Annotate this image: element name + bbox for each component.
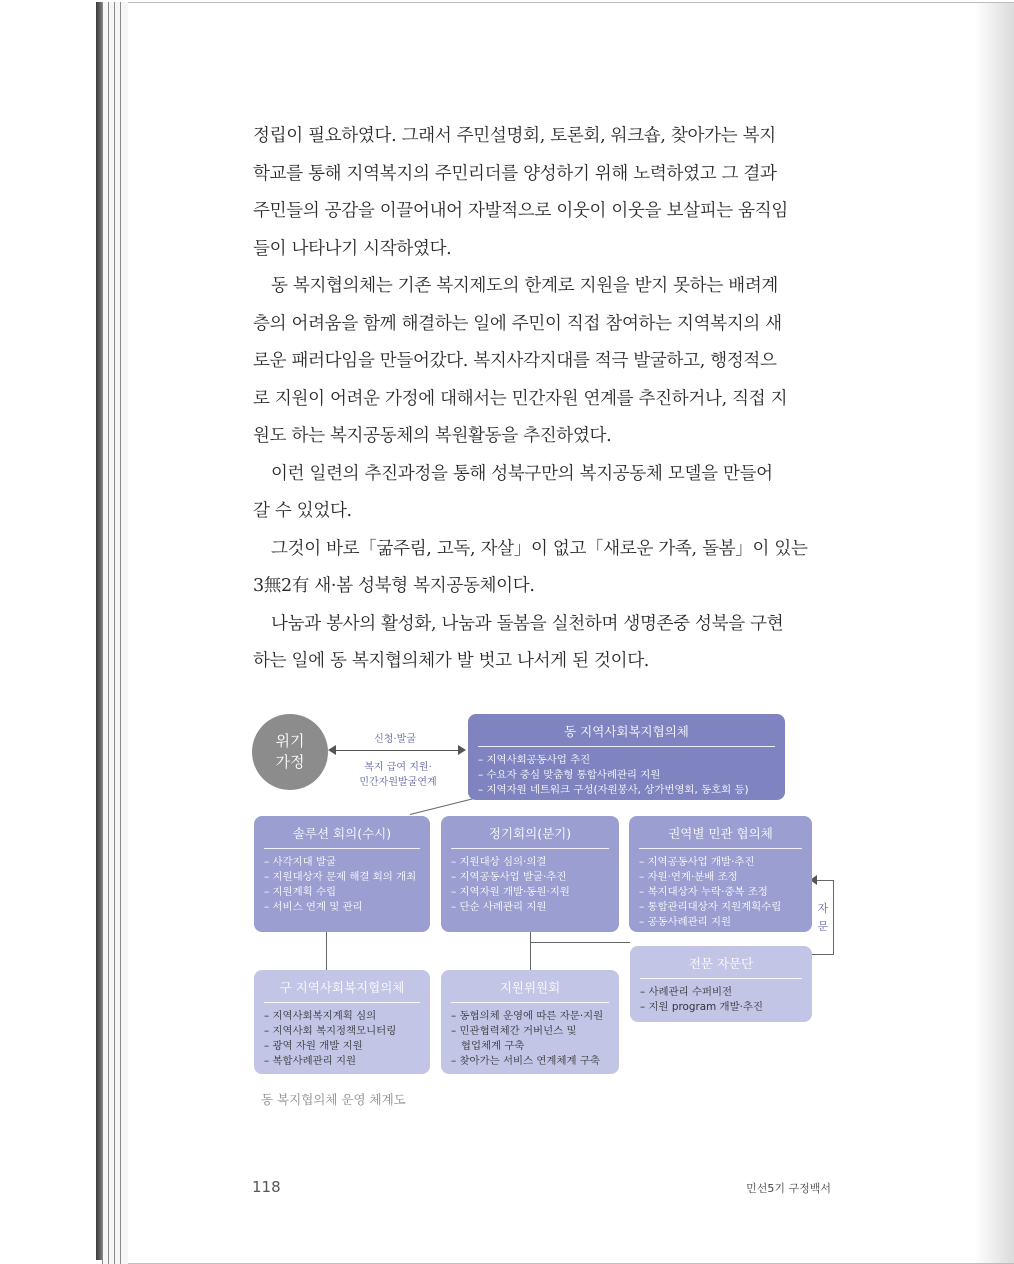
arrow-label-bottom-1: 복지 급여 지원·: [364, 762, 432, 773]
list-item: – 공동사례관리 지원: [639, 916, 732, 928]
list-item: – 자원·연계·분배 조정: [639, 871, 738, 883]
running-footer: 민선5기 구정백서: [746, 1182, 831, 1195]
list-item: – 지역공동사업 발굴·추진: [451, 871, 567, 883]
advise-label: 자 문: [816, 900, 830, 936]
box-title: 솔루션 회의(수시): [264, 816, 420, 849]
body-text: [253, 118, 833, 681]
text-line: 층의 어려움을 함께 해결하는 일에 주민이 직접 참여하는 지역복지의 새: [253, 313, 782, 334]
page-number: 118: [252, 1178, 281, 1196]
list-item: 협업체계 구축: [451, 1040, 525, 1052]
text-line: 로 지원이 어려운 가정에 대해서는 민간자원 연계를 추진하거나, 직접 지: [253, 388, 788, 409]
list-item: – 지원 program 개발·추진: [640, 1001, 763, 1013]
list-item: – 광역 자원 개발 지원: [264, 1040, 363, 1052]
text-line: 주민들의 공감을 이끌어내어 자발적으로 이웃이 이웃을 보살피는 움직임: [253, 201, 788, 221]
box-title: 구 지역사회복지협의체: [264, 970, 420, 1003]
text-line: 정립이 필요하였다. 그래서 주민설명회, 토론회, 워크숍, 찾아가는 복지: [253, 126, 776, 146]
connector-line: [530, 942, 630, 943]
list-item: – 서비스 연계 및 관리: [264, 901, 363, 913]
page-stack: [98, 2, 132, 1264]
connector-line: [530, 932, 531, 972]
list-item: – 단순 사례관리 지원: [451, 901, 547, 913]
list-item: – 사각지대 발굴: [264, 856, 337, 868]
text-line: 하는 일에 동 복지협의체가 발 벗고 나서게 된 것이다.: [253, 651, 650, 671]
list-item: – 지역사회복지계획 심의: [264, 1010, 377, 1022]
list-item: – 지원대상자 문제 해결 회의 개최: [264, 871, 417, 883]
box-title: 권역별 민관 협의체: [639, 816, 802, 849]
regular-meeting-box: [441, 816, 619, 932]
box-title: 전문 자문단: [640, 946, 802, 979]
list-item: – 찾아가는 서비스 연계체계 구축: [451, 1055, 600, 1067]
list-item: – 지역자원 네트워크 구성(자원봉사, 상가번영회, 동호회 등): [478, 784, 749, 796]
connector-line: [326, 932, 327, 972]
text-line: 나눔과 봉사의 활성화, 나눔과 돌봄을 실천하며 생명존중 성북을 구현: [271, 613, 784, 634]
text-line: 원도 하는 복지공동체의 복원활동을 추진하였다.: [253, 426, 612, 446]
figure-caption: 동 복지협의체 운영 체계도: [261, 1092, 406, 1107]
text-line: 들이 나타나기 시작하였다.: [253, 238, 452, 259]
connector-line: [833, 880, 834, 954]
list-item: – 지역사회공동사업 추진: [478, 754, 591, 766]
paragraph-3: [253, 456, 833, 531]
paragraph-4: [253, 531, 833, 606]
arrow-right-icon: [458, 745, 466, 755]
support-committee-box: [441, 970, 619, 1074]
regional-council-box: [629, 816, 812, 932]
text-line: 이런 일련의 추진과정을 통해 성북구만의 복지공동체 모델을 만들어: [271, 463, 773, 484]
list-item: – 통합관리대상자 지원계획수립: [639, 901, 782, 913]
crisis-household-circle: 위기 가정: [252, 714, 328, 790]
list-item: – 지원대상 심의·의결: [451, 856, 547, 868]
list-item: – 사례관리 수퍼비전: [640, 986, 733, 998]
arrow-left-icon: [328, 745, 336, 755]
solution-meeting-box: [254, 816, 430, 932]
list-item: – 복지대상자 누락·중복 조정: [639, 886, 768, 898]
list-item: – 민관협력체간 거버넌스 및: [451, 1025, 577, 1037]
list-item: – 동협의체 운영에 따른 자문·지원: [451, 1010, 604, 1022]
text-line: 그것이 바로「굶주림, 고독, 자살」이 없고「새로운 가족, 돌봄」이 있는: [271, 538, 808, 559]
text-line: 동 복지협의체는 기존 복지제도의 한계로 지원을 받지 못하는 배려계: [271, 276, 779, 296]
connector-line: [812, 954, 834, 955]
text-line: 로운 패러다임을 만들어갔다. 복지사각지대를 적극 발굴하고, 행정적으: [253, 351, 777, 371]
gu-council-box: [254, 970, 430, 1074]
paragraph-2: [253, 268, 833, 456]
paragraph-5: [253, 606, 833, 681]
box-title: 정기회의(분기): [451, 816, 609, 849]
list-item: – 수요자 중심 맞춤형 통합사례관리 지원: [478, 769, 661, 781]
list-item: – 지원계획 수립: [264, 886, 337, 898]
box-title: 동 지역사회복지협의체: [478, 714, 775, 747]
arrow-label-bottom-2: 민간자원발굴연계: [359, 777, 437, 788]
double-arrow: [332, 750, 460, 751]
text-line: 학교를 통해 지역복지의 주민리더를 양성하기 위해 노력하였고 그 결과: [253, 163, 777, 184]
list-item: – 지역공동사업 개발·추진: [639, 856, 755, 868]
arrow-label-top: 신청·발굴: [374, 734, 416, 745]
expert-advisory-box: [630, 946, 812, 1022]
text-line: 갈 수 있었다.: [253, 501, 352, 521]
box-title: 지원위원회: [451, 970, 609, 1003]
list-item: – 지역사회 복지정책모니터링: [264, 1025, 397, 1037]
connector-line: [410, 798, 474, 815]
paragraph-1: [253, 118, 833, 268]
dong-council-box: [468, 714, 785, 800]
list-item: – 지역자원 개발·동원·지원: [451, 886, 570, 898]
text-line: 3無2有 새·봄 성북형 복지공동체이다.: [253, 576, 535, 596]
org-diagram: [250, 710, 840, 1090]
list-item: – 복합사례관리 지원: [264, 1055, 357, 1067]
